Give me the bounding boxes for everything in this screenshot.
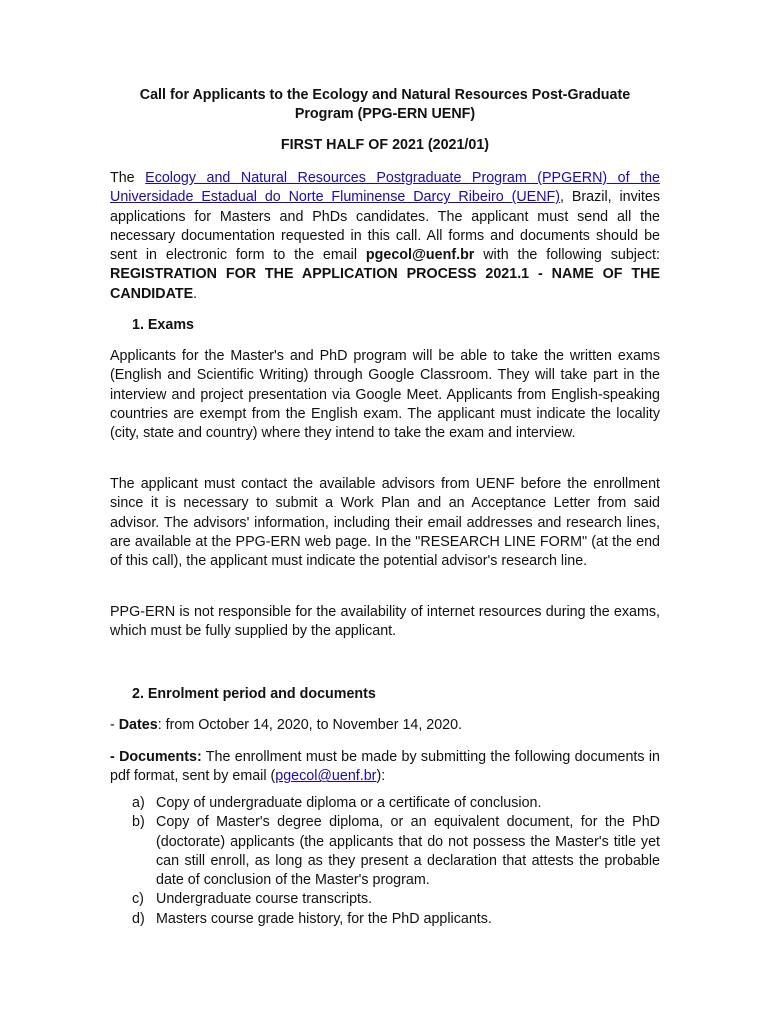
list-item-text: Copy of Master's degree diploma, or an equivalent document, for the PhD (doctorate) applicants (the applicants that do not possess the Master's title yet can still enroll, as long as they present a declaration that attests the probable date of conclusion of the Master's program. <box>156 814 660 889</box>
list-item-text: Copy of undergraduate diploma or a certificate of conclusion. <box>156 795 542 811</box>
list-marker: c) <box>132 891 144 908</box>
list-item <box>132 890 660 909</box>
page-subtitle: FIRST HALF OF 2021 (2021/01) <box>280 137 490 153</box>
dates-prefix: - <box>110 717 119 733</box>
list-item <box>132 813 660 890</box>
section-1-heading: 1. Exams <box>132 317 194 333</box>
exams-paragraph-2: The applicant must contact the available advisors from UENF before the enrollment since it is necessary to submit a Work Plan and an Acceptance Letter from said advisor. The advisors' information, including their email addresses and research lines, are available at the PPG-ERN web page. In the "RESEARCH LINE FORM" (at the end of this call), the applicant must indicate the potential advisor's research line. <box>110 476 660 570</box>
intro-text-2: with the following subject: <box>474 247 661 264</box>
exams-paragraph-3: PPG-ERN is not responsible for the availability of internet resources during the exams, which must be fully supplied by the applicant. <box>110 604 660 640</box>
documents-text: The enrollment must be made by submitting the following documents in pdf format, sent by email ( <box>110 749 660 785</box>
dates-text: : from October 14, 2020, to November 14, 2020. <box>157 717 463 733</box>
intro-paragraph <box>110 169 660 304</box>
documents-email-link[interactable]: pgecol@uenf.br <box>275 768 377 785</box>
list-item <box>132 794 660 813</box>
list-marker: d) <box>132 910 145 927</box>
list-marker: a) <box>132 795 145 811</box>
list-marker: b) <box>132 814 145 831</box>
page-title: Call for Applicants to the Ecology and Natural Resources Post-Graduate Program (PPG-ERN UENF) <box>139 87 631 122</box>
list-item-text: Masters course grade history, for the PhD applicants. <box>156 910 492 927</box>
exams-paragraph-1: Applicants for the Master's and PhD program will be able to take the written exams (English and Scientific Writing) through Google Classroom. They will take part in the interview and project presentation via Google Meet. Applicants from English-speaking countries are exempt from the English exam. The applicant must indicate the locality (city, state and country) where they intend to take the exam and interview. <box>110 348 660 442</box>
documents-label: - Documents: <box>110 749 202 765</box>
list-item <box>132 910 660 929</box>
contact-email: pgecol@uenf.br <box>365 247 475 264</box>
program-link[interactable]: Ecology and Natural Resources Postgraduate Program (PPGERN) of the Universidade Estadual do Norte Fluminense Darcy Ribeiro (UENF) <box>110 170 660 206</box>
email-subject: REGISTRATION FOR THE APPLICATION PROCESS 2021.1 - NAME OF THE CANDIDATE <box>110 266 660 302</box>
dates-label: Dates <box>118 717 158 733</box>
documents-paragraph <box>110 748 660 787</box>
intro-text-1: , Brazil, invites applications for Masters and PhDs candidates. The applicant must send all the necessary documentation requested in this call. All forms and documents should be sent in electronic form to the email <box>110 189 660 264</box>
dates-line <box>110 716 660 735</box>
section-2-heading: 2. Enrolment period and documents <box>132 686 376 702</box>
intro-the: The <box>110 170 146 186</box>
list-item-text: Undergraduate course transcripts. <box>156 891 373 908</box>
documents-list <box>132 794 660 929</box>
intro-end: . <box>193 285 198 302</box>
documents-end: ): <box>376 768 386 785</box>
